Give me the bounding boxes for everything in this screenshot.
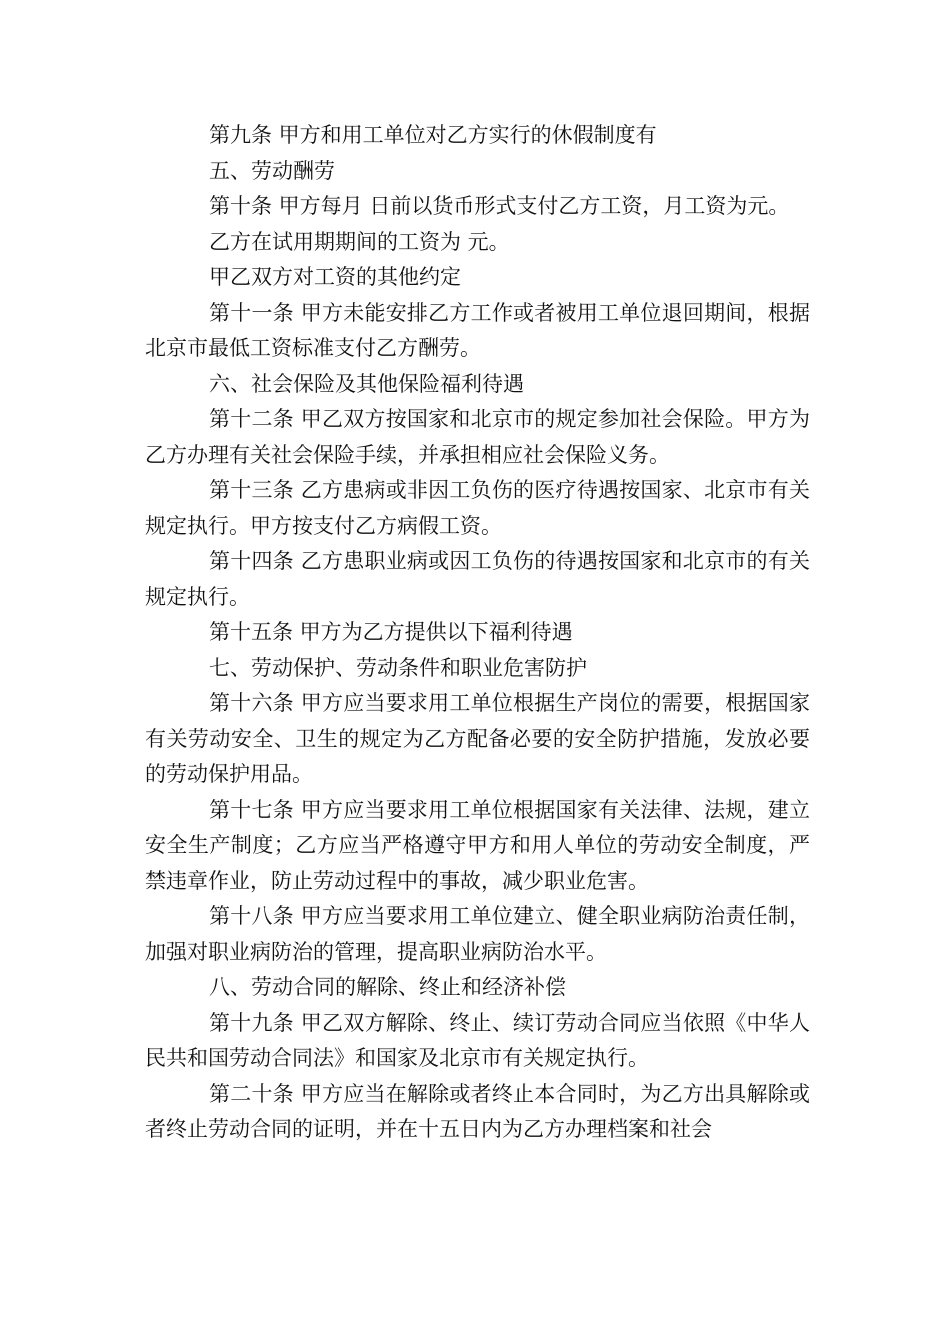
section-heading-5: 五、劳动酬劳 [209, 158, 335, 183]
paragraph-article-20: 第二十条 甲方应当在解除或者终止本合同时，为乙方出具解除或者终止劳动合同的证明，并在十五日内为乙方办理档案和社会 [145, 1081, 810, 1141]
paragraph-article-9: 第九条 甲方和用工单位对乙方实行的休假制度有 [209, 123, 657, 147]
section-heading-8: 八、劳动合同的解除、终止和经济补偿 [209, 975, 566, 999]
paragraph-probation-wage: 乙方在试用期期间的工资为 元。 [209, 229, 510, 254]
paragraph-other-wage-terms: 甲乙双方对工资的其他约定 [209, 265, 461, 289]
section-heading-7: 七、劳动保护、劳动条件和职业危害防护 [209, 655, 587, 680]
paragraph-article-13: 第十三条 乙方患病或非因工负伤的医疗待遇按国家、北京市有关规定执行。甲方按支付乙方病假工资。 [145, 478, 810, 538]
paragraph-article-10: 第十条 甲方每月 日前以货币形式支付乙方工资，月工资为元。 [209, 194, 790, 218]
paragraph-article-18: 第十八条 甲方应当要求用工单位建立、健全职业病防治责任制，加强对职业病防治的管理，提高职业病防治水平。 [145, 904, 810, 964]
paragraph-article-17: 第十七条 甲方应当要求用工单位根据国家有关法律、法规，建立安全生产制度；乙方应当严格遵守甲方和用人单位的劳动安全制度，严禁违章作业，防止劳动过程中的事故，减少职业危害。 [145, 797, 810, 893]
section-heading-6: 六、社会保险及其他保险福利待遇 [209, 371, 524, 396]
paragraph-article-15: 第十五条 甲方为乙方提供以下福利待遇 [209, 620, 573, 644]
paragraph-article-14: 第十四条 乙方患职业病或因工负伤的待遇按国家和北京市的有关规定执行。 [145, 549, 810, 609]
document-body [145, 118, 810, 1148]
paragraph-article-11: 第十一条 甲方未能安排乙方工作或者被用工单位退回期间，根据北京市最低工资标准支付乙方酬劳。 [145, 300, 810, 360]
paragraph-article-19: 第十九条 甲乙双方解除、终止、续订劳动合同应当依照《中华人民共和国劳动合同法》和国家及北京市有关规定执行。 [145, 1010, 810, 1070]
paragraph-article-12: 第十二条 甲乙双方按国家和北京市的规定参加社会保险。甲方为乙方办理有关社会保险手续，并承担相应社会保险义务。 [145, 407, 810, 467]
paragraph-article-16: 第十六条 甲方应当要求用工单位根据生产岗位的需要，根据国家有关劳动安全、卫生的规定为乙方配备必要的安全防护措施，发放必要的劳动保护用品。 [145, 691, 810, 786]
